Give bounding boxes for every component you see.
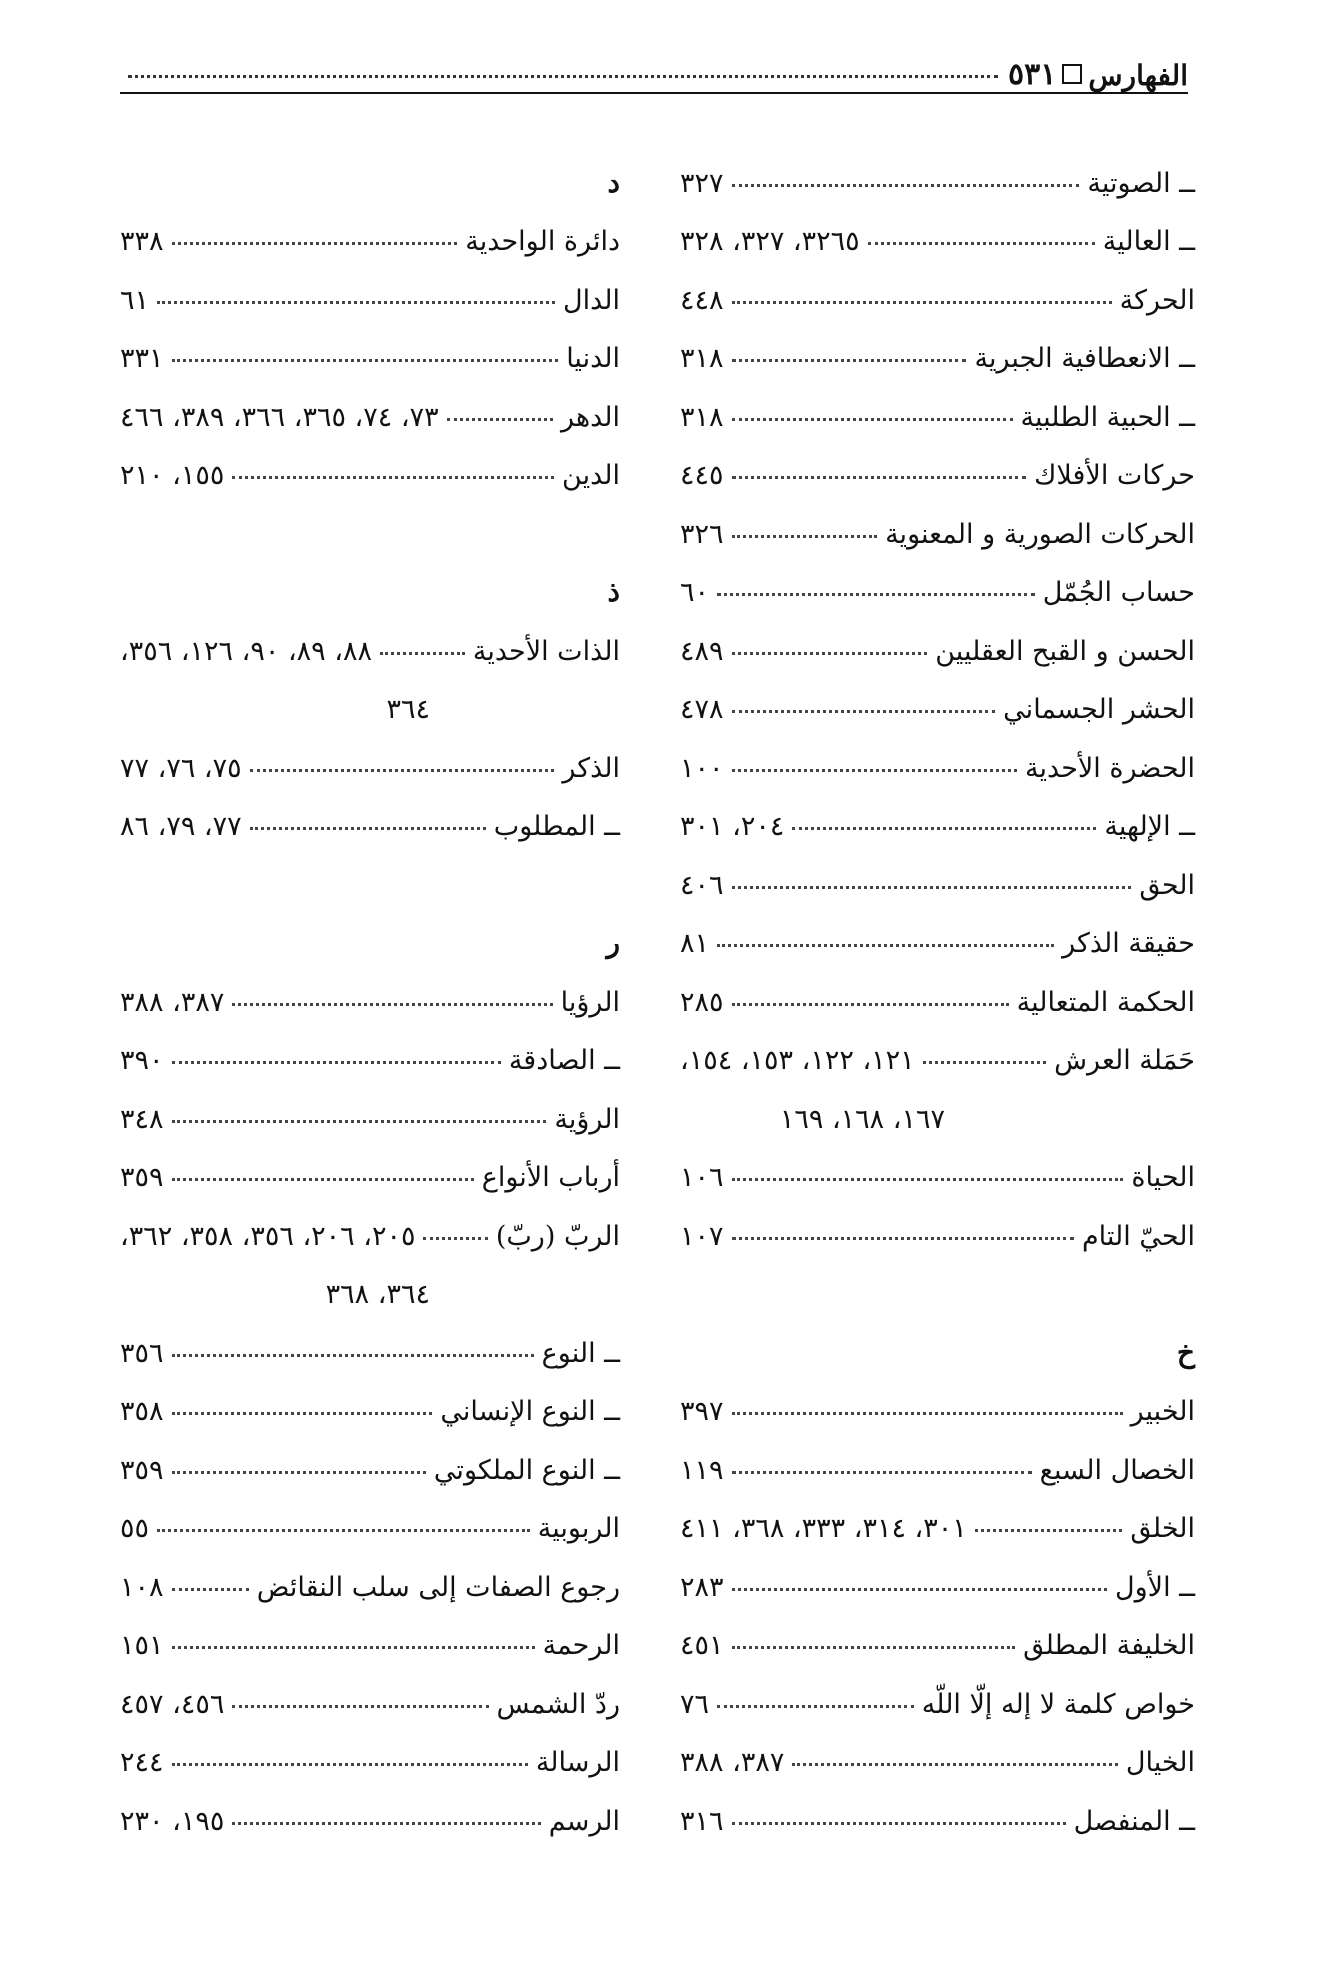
entry-pages: ٥٥ <box>120 1513 150 1544</box>
index-entry <box>680 257 1195 316</box>
entry-term: الحركات الصورية و المعنوية <box>885 518 1195 550</box>
entry-pages: ١٥١ <box>120 1630 164 1661</box>
entry-term: الحركة <box>1119 284 1195 316</box>
entry-pages: ٧٦ <box>680 1688 710 1720</box>
entry-pages: ٢٨٣ <box>680 1571 724 1603</box>
entry-term: الحكمة المتعالية <box>1016 986 1195 1018</box>
entry-pages: ٣٢٦ <box>680 518 724 550</box>
entry-pages: ٦٠ <box>680 577 710 608</box>
entry-pages: ٢٠٥، ٢٠٦، ٣٥٦، ٣٥٨، ٣٦٢، <box>120 1220 416 1252</box>
index-entry <box>120 1369 620 1428</box>
entry-pages: ١٠٨ <box>120 1571 164 1603</box>
entry-term: حركات الأفلاك <box>1034 460 1195 491</box>
index-entry <box>120 1661 620 1720</box>
entry-term: ــ العالية <box>1102 226 1195 257</box>
dot-leader <box>157 301 555 304</box>
index-entry <box>680 842 1195 901</box>
entry-term: ــ النوع <box>541 1337 620 1369</box>
index-entry <box>120 1135 620 1194</box>
entry-pages: ٨١ <box>680 928 710 959</box>
dot-leader <box>157 1529 530 1532</box>
entry-term: الخصال السبع <box>1039 1454 1195 1486</box>
index-entry <box>680 1193 1195 1252</box>
index-entry <box>120 1603 620 1662</box>
entry-pages: ٣٥٦ <box>120 1337 164 1369</box>
dot-leader <box>447 418 553 421</box>
index-entry <box>680 1661 1195 1720</box>
entry-term: ردّ الشمس <box>496 1688 620 1720</box>
index-entry <box>680 1778 1195 1837</box>
entry-pages: ١٢١، ١٢٢، ١٥٣، ١٥٤، <box>680 1045 915 1076</box>
entry-term: الحيّ التام <box>1081 1220 1195 1252</box>
dot-leader <box>423 1237 487 1240</box>
index-entry <box>120 433 620 492</box>
entry-term: الخلق <box>1130 1513 1195 1544</box>
dot-leader <box>732 359 967 362</box>
index-entry <box>120 725 620 784</box>
dot-leader <box>732 710 996 713</box>
entry-term: الدال <box>562 284 620 316</box>
dot-leader <box>732 476 1027 479</box>
entry-term: ــ النوع الملكوتي <box>433 1454 620 1486</box>
entry-pages: ٣٠١، ٣١٤، ٣٣٣، ٣٦٨، ٤١١ <box>680 1513 967 1544</box>
entry-term: الدنيا <box>566 343 620 374</box>
dot-leader <box>732 886 1132 889</box>
dot-leader <box>172 1412 433 1415</box>
dot-leader <box>172 1354 534 1357</box>
entry-term: ــ الانعطافية الجبرية <box>974 343 1195 374</box>
index-entry <box>680 374 1195 433</box>
entry-pages: ٧٣، ٧٤، ٣٦٥، ٣٦٦، ٣٨٩، ٤٦٦ <box>120 401 439 433</box>
dot-leader <box>732 418 1013 421</box>
entry-pages: ٨٨، ٨٩، ٩٠، ١٢٦، ٣٥٦، <box>120 635 372 667</box>
dot-leader <box>923 1061 1046 1064</box>
continuation-line: ٣٦٤، ٣٦٨ <box>325 1279 430 1310</box>
dot-leader <box>732 1003 1009 1006</box>
index-entry <box>120 1310 620 1369</box>
index-entry <box>680 1135 1195 1194</box>
entry-term: ــ الصوتية <box>1087 167 1195 199</box>
entry-pages: ٣٤٨ <box>120 1103 164 1135</box>
dot-leader <box>732 1822 1066 1825</box>
index-entry <box>120 1778 620 1837</box>
header-dot-leader <box>128 75 998 78</box>
entry-term: ــ المنفصل <box>1073 1805 1195 1837</box>
index-entry <box>680 1720 1195 1779</box>
dot-leader <box>732 769 1018 772</box>
entry-term: الحق <box>1139 869 1195 901</box>
entry-term: ــ الصادقة <box>508 1045 620 1076</box>
index-entry <box>680 140 1195 199</box>
index-entry <box>680 1603 1195 1662</box>
entry-pages: ٤٤٥ <box>680 460 724 491</box>
entry-term: الربّ (ربّ) <box>495 1220 620 1252</box>
entry-term: الحسن و القبح العقليين <box>935 635 1195 667</box>
index-entry <box>680 667 1195 726</box>
dot-leader <box>172 1588 249 1591</box>
dot-leader <box>732 1471 1032 1474</box>
index-entry <box>680 1544 1195 1603</box>
entry-pages: ٣٣١ <box>120 343 164 374</box>
dot-leader <box>172 1061 501 1064</box>
entry-pages: ٣٥٩ <box>120 1162 164 1193</box>
index-entry <box>680 784 1195 843</box>
index-entry <box>680 316 1195 375</box>
entry-pages: ٣٨٧، ٣٨٨ <box>680 1747 785 1778</box>
entry-pages: ٤٥١ <box>680 1630 724 1661</box>
dot-leader <box>172 1646 535 1649</box>
entry-pages: ٤٧٨ <box>680 694 724 725</box>
index-entry <box>680 433 1195 492</box>
page-number: ٥٣١ <box>1008 57 1057 92</box>
dot-leader <box>732 1412 1123 1415</box>
index-entry <box>120 608 620 667</box>
running-title: الفهارس <box>1088 59 1188 92</box>
entry-pages: ٧٧، ٧٩، ٨٦ <box>120 811 242 842</box>
entry-pages: ٣١٨ <box>680 343 724 374</box>
entry-term: ــ المطلوب <box>493 811 620 842</box>
entry-pages: ٣٩٠ <box>120 1045 164 1076</box>
entry-pages: ١١٩ <box>680 1454 724 1486</box>
dot-leader <box>232 1822 540 1825</box>
dot-leader <box>732 535 878 538</box>
entry-term: دائرة الواحدية <box>465 226 620 257</box>
index-entry <box>120 374 620 433</box>
entry-pages: ١٩٥، ٢٣٠ <box>120 1805 225 1837</box>
index-entry <box>120 1544 620 1603</box>
entry-term: خواص كلمة لا إله إلّا اللّه <box>921 1688 1195 1720</box>
index-entry <box>680 725 1195 784</box>
entry-term: الحشر الجسماني <box>1003 694 1195 725</box>
entry-term: حَمَلة العرش <box>1054 1045 1195 1076</box>
index-entry <box>120 1193 620 1252</box>
dot-leader <box>717 1705 914 1708</box>
entry-term: ــ الإلهية <box>1104 811 1195 842</box>
entry-term: الخيال <box>1125 1747 1195 1778</box>
square-ornament-icon <box>1062 64 1082 84</box>
dot-leader <box>792 827 1096 830</box>
index-entry <box>680 608 1195 667</box>
entry-term: ــ الأول <box>1115 1571 1195 1603</box>
entry-pages: ٢٨٥ <box>680 986 724 1018</box>
entry-term: أرباب الأنواع <box>481 1162 620 1193</box>
dot-leader <box>172 1471 426 1474</box>
dot-leader <box>172 1178 474 1181</box>
entry-pages: ٣١٨ <box>680 401 724 433</box>
entry-pages: ٣٢٦٥، ٣٢٧، ٣٢٨ <box>680 226 860 257</box>
index-entry <box>680 1427 1195 1486</box>
entry-pages: ٣٨٧، ٣٨٨ <box>120 986 225 1018</box>
entry-term: الخبير <box>1130 1396 1195 1427</box>
entry-pages: ٢٤٤ <box>120 1747 164 1778</box>
right-column <box>680 140 1195 1837</box>
index-entry <box>120 1486 620 1545</box>
index-entry <box>120 316 620 375</box>
index-entry <box>680 1486 1195 1545</box>
entry-term: الرحمة <box>542 1630 620 1661</box>
entry-pages: ٦١ <box>120 284 150 316</box>
entry-term: حقيقة الذكر <box>1062 928 1195 959</box>
entry-term: ــ النوع الإنساني <box>440 1396 620 1427</box>
section-letter-ra: ر <box>606 926 620 959</box>
index-entry <box>120 784 620 843</box>
dot-leader <box>732 1588 1108 1591</box>
entry-pages: ٧٥، ٧٦، ٧٧ <box>120 752 242 784</box>
entry-pages: ١٥٥، ٢١٠ <box>120 460 225 491</box>
dot-leader <box>172 359 559 362</box>
dot-leader <box>232 1705 488 1708</box>
entry-pages: ٣٢٧ <box>680 167 724 199</box>
dot-leader <box>868 242 1095 245</box>
index-entry <box>680 959 1195 1018</box>
dot-leader <box>250 827 486 830</box>
entry-pages: ٣٥٩ <box>120 1454 164 1486</box>
entry-pages: ٣٥٨ <box>120 1396 164 1427</box>
dot-leader <box>732 1178 1124 1181</box>
index-entry <box>680 901 1195 960</box>
continuation-line: ٣٦٤ <box>386 694 430 725</box>
entry-pages: ١٠٦ <box>680 1162 724 1193</box>
index-entry <box>680 1018 1195 1077</box>
left-column <box>120 140 620 1837</box>
continuation-line: ١٦٧، ١٦٨، ١٦٩ <box>779 1103 945 1135</box>
section-letter-thal: ذ <box>607 575 620 608</box>
entry-term: ــ الحبية الطلبية <box>1020 401 1195 433</box>
section-letter-dal: د <box>607 165 620 199</box>
dot-leader <box>732 1237 1074 1240</box>
entry-term: الدين <box>562 460 620 491</box>
entry-pages: ٤٥٦، ٤٥٧ <box>120 1688 225 1720</box>
entry-term: الربوبية <box>537 1513 620 1544</box>
dot-leader <box>717 944 1054 947</box>
index-entry <box>120 1076 620 1135</box>
entry-term: الرؤية <box>554 1103 620 1135</box>
index-entry <box>120 257 620 316</box>
entry-term: رجوع الصفات إلى سلب النقائض <box>256 1571 620 1603</box>
entry-term: الرسالة <box>535 1747 620 1778</box>
index-entry <box>120 199 620 258</box>
entry-pages: ٣١٦ <box>680 1805 724 1837</box>
entry-term: الحضرة الأحدية <box>1025 752 1195 784</box>
dot-leader <box>732 184 1080 187</box>
entry-pages: ٤٤٨ <box>680 284 724 316</box>
dot-leader <box>717 593 1035 596</box>
entry-term: الخليفة المطلق <box>1023 1630 1195 1661</box>
entry-pages: ٤٨٩ <box>680 635 724 667</box>
entry-term: الرؤيا <box>560 986 620 1018</box>
dot-leader <box>732 301 1112 304</box>
entry-term: الرسم <box>548 1805 620 1837</box>
entry-term: الدهر <box>560 401 620 433</box>
dot-leader <box>250 769 555 772</box>
dot-leader <box>732 1646 1016 1649</box>
index-entry <box>680 550 1195 609</box>
dot-leader <box>172 242 458 245</box>
entry-pages: ١٠٠ <box>680 752 724 784</box>
entry-pages: ٣٩٧ <box>680 1396 724 1427</box>
entry-term: الذكر <box>562 752 620 784</box>
index-entry <box>120 1720 620 1779</box>
page-header <box>120 42 1188 94</box>
index-entry <box>680 491 1195 550</box>
dot-leader <box>172 1120 547 1123</box>
entry-term: الذات الأحدية <box>472 635 620 667</box>
entry-pages: ١٠٧ <box>680 1220 724 1252</box>
entry-pages: ٤٠٦ <box>680 869 724 901</box>
entry-term: الحياة <box>1131 1162 1195 1193</box>
dot-leader <box>732 652 928 655</box>
index-entry <box>120 959 620 1018</box>
entry-term: حساب الجُمّل <box>1042 577 1195 608</box>
dot-leader <box>232 1003 552 1006</box>
section-letter-kha: خ <box>1176 1335 1195 1369</box>
index-entry <box>120 1018 620 1077</box>
index-entry <box>680 1369 1195 1428</box>
dot-leader <box>380 652 465 655</box>
dot-leader <box>792 1763 1118 1766</box>
dot-leader <box>172 1763 528 1766</box>
entry-pages: ٣٣٨ <box>120 226 164 257</box>
dot-leader <box>232 476 554 479</box>
index-entry <box>120 1427 620 1486</box>
index-entry <box>680 199 1195 258</box>
dot-leader <box>975 1529 1123 1532</box>
entry-pages: ٢٠٤، ٣٠١ <box>680 811 785 842</box>
